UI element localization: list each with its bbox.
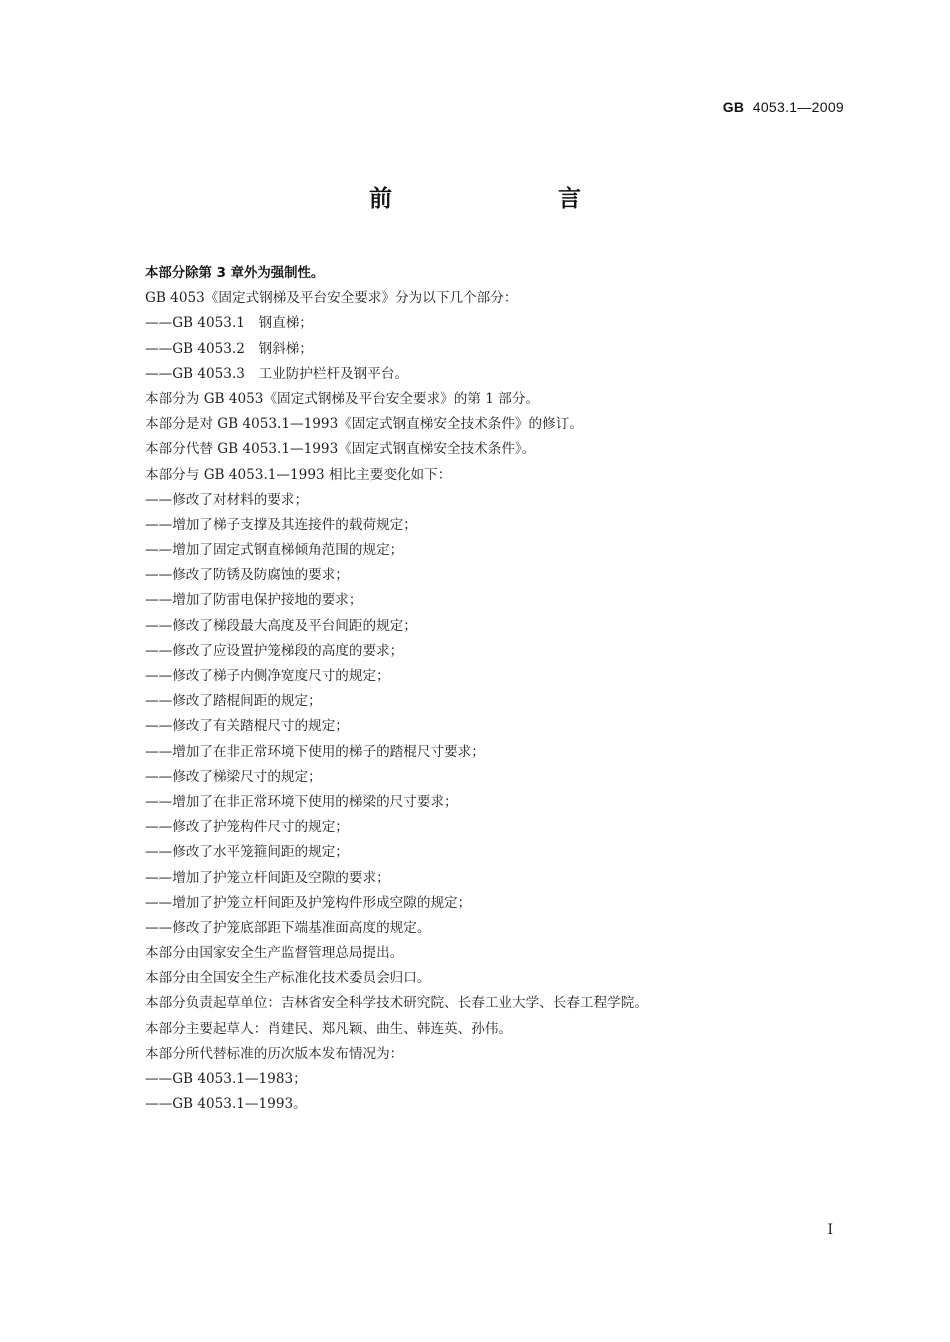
foreword-line: ——增加了防雷电保护接地的要求；	[145, 592, 363, 609]
foreword-line: 本部分主要起草人：肖建民、郑凡颖、曲生、韩连英、孙伟。	[145, 1020, 513, 1037]
foreword-line: ——增加了在非正常环境下使用的梯梁的尺寸要求；	[145, 793, 458, 810]
foreword-line: ——增加了固定式钢直梯倾角范围的规定；	[145, 542, 404, 559]
foreword-line: ——修改了梯梁尺寸的规定；	[145, 768, 322, 785]
foreword-body	[145, 261, 835, 1117]
foreword-line: ——GB 4053.1 钢直梯；	[145, 315, 313, 332]
foreword-line: ——修改了应设置护笼梯段的高度的要求；	[145, 642, 404, 659]
page-number: I	[827, 1222, 833, 1238]
foreword-line: ——GB 4053.1—1983；	[145, 1071, 307, 1087]
page-title: 前 言	[369, 186, 621, 212]
foreword-line: ——修改了防锈及防腐蚀的要求；	[145, 567, 349, 584]
foreword-line: 本部分由国家安全生产监督管理总局提出。	[145, 945, 404, 962]
standard-number	[723, 99, 844, 115]
foreword-line: 本部分负责起草单位：吉林省安全科学技术研究院、长春工业大学、长春工程学院。	[145, 995, 648, 1012]
foreword-line: ——修改了有关踏棍尺寸的规定；	[145, 718, 349, 735]
foreword-line: ——修改了护笼底部距下端基准面高度的规定。	[145, 919, 431, 936]
standard-code: GB	[722, 99, 745, 115]
foreword-line: ——修改了对材料的要求；	[145, 491, 309, 508]
foreword-line: ——增加了护笼立杆间距及空隙的要求；	[145, 869, 390, 886]
foreword-line: ——修改了梯段最大高度及平台间距的规定；	[145, 617, 417, 634]
foreword-line: ——GB 4053.3 工业防护栏杆及钢平台。	[145, 365, 409, 382]
foreword-line: 本部分所代替标准的历次版本发布情况为：	[145, 1045, 404, 1062]
foreword-line: ——增加了护笼立杆间距及护笼构件形成空隙的规定；	[145, 894, 472, 911]
foreword-line: ——增加了梯子支撑及其连接件的载荷规定；	[145, 516, 417, 533]
foreword-line: 本部分是对 GB 4053.1—1993《固定式钢直梯安全技术条件》的修订。	[145, 416, 583, 433]
foreword-line: ——修改了踏棍间距的规定；	[145, 693, 322, 710]
foreword-line: ——GB 4053.2 钢斜梯；	[145, 340, 313, 357]
foreword-line: 本部分由全国安全生产标准化技术委员会归口。	[145, 970, 431, 987]
foreword-line: ——修改了水平笼箍间距的规定；	[145, 844, 349, 861]
foreword-line: 本部分与 GB 4053.1—1993 相比主要变化如下：	[145, 466, 452, 483]
foreword-line: 本部分代替 GB 4053.1—1993《固定式钢直梯安全技术条件》。	[145, 441, 536, 458]
foreword-line: ——GB 4053.1—1993。	[145, 1096, 307, 1113]
standard-year: 4053.1—2009	[752, 99, 844, 115]
foreword-line: ——修改了护笼构件尺寸的规定；	[145, 819, 349, 836]
foreword-line: 本部分除第 3 章外为强制性。	[145, 266, 325, 281]
foreword-line: 本部分为 GB 4053《固定式钢梯及平台安全要求》的第 1 部分。	[145, 390, 540, 407]
foreword-line: ——修改了梯子内侧净宽度尺寸的规定；	[145, 668, 390, 684]
foreword-line: GB 4053《固定式钢梯及平台安全要求》分为以下几个部分：	[145, 290, 518, 307]
foreword-line: ——增加了在非正常环境下使用的梯子的踏棍尺寸要求；	[145, 743, 485, 760]
